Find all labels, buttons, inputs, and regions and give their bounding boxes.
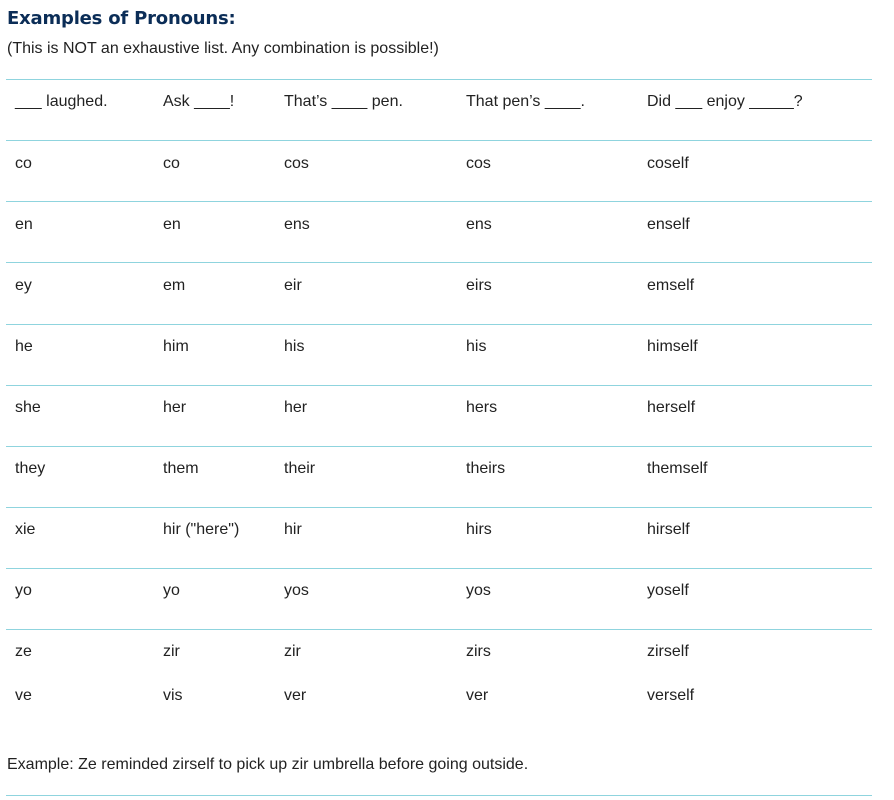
table-rule	[6, 629, 872, 630]
table-cell: his	[284, 338, 305, 355]
table-rule	[6, 507, 872, 508]
table-cell: yoself	[647, 582, 689, 599]
table-cell: they	[15, 460, 46, 477]
table-cell: en	[15, 216, 33, 233]
table-cell: her	[284, 399, 308, 416]
table-cell: eir	[284, 277, 302, 294]
table-cell: ey	[15, 277, 32, 294]
table-cell: themself	[647, 460, 708, 477]
example-sentence: Example: Ze reminded zirself to pick up zir umbrella before going outside.	[7, 756, 529, 773]
table-cell: hers	[466, 399, 498, 416]
table-cell: zir	[163, 643, 180, 660]
table-rule	[6, 140, 872, 141]
table-cell: yos	[466, 582, 491, 599]
table-cell: theirs	[466, 460, 506, 477]
table-cell: eirs	[466, 277, 492, 294]
table-cell: cos	[466, 155, 491, 172]
table-cell: ens	[284, 216, 310, 233]
table-rule	[6, 385, 872, 386]
table-cell: hir ("here")	[163, 521, 240, 538]
table-cell: himself	[647, 338, 698, 355]
table-cell: her	[163, 399, 187, 416]
bottom-divider	[6, 795, 872, 796]
table-rule	[6, 201, 872, 202]
table-cell: zirs	[466, 643, 491, 660]
table-cell: hirself	[647, 521, 690, 538]
table-cell: their	[284, 460, 316, 477]
table-cell: yo	[15, 582, 32, 599]
intro-note: (This is NOT an exhaustive list. Any combination is possible!)	[7, 40, 439, 57]
table-cell: him	[163, 338, 189, 355]
column-header: Did ___ enjoy _____?	[647, 93, 803, 110]
table-cell: ver	[466, 687, 489, 704]
table-cell: hir	[284, 521, 302, 538]
column-header: That’s ____ pen.	[284, 93, 403, 110]
table-cell: verself	[647, 687, 695, 704]
table-cell: his	[466, 338, 487, 355]
table-cell: em	[163, 277, 186, 294]
table-rule	[6, 568, 872, 569]
table-rule	[6, 262, 872, 263]
table-cell: co	[15, 155, 32, 172]
table-cell: them	[163, 460, 199, 477]
table-cell: xie	[15, 521, 36, 538]
table-cell: vis	[163, 687, 183, 704]
table-cell: herself	[647, 399, 696, 416]
table-cell: hirs	[466, 521, 492, 538]
table-cell: co	[163, 155, 180, 172]
table-cell: zirself	[647, 643, 689, 660]
table-cell: ens	[466, 216, 492, 233]
table-cell: yos	[284, 582, 309, 599]
table-rule	[6, 446, 872, 447]
table-cell: en	[163, 216, 181, 233]
table-cell: ver	[284, 687, 307, 704]
table-cell: yo	[163, 582, 180, 599]
table-cell: zir	[284, 643, 301, 660]
table-cell: emself	[647, 277, 695, 294]
table-cell: ze	[15, 643, 32, 660]
table-cell: enself	[647, 216, 690, 233]
table-cell: coself	[647, 155, 689, 172]
table-cell: he	[15, 338, 33, 355]
table-rule	[6, 324, 872, 325]
column-header: That pen’s ____.	[466, 93, 585, 110]
page-heading: Examples of Pronouns:	[7, 8, 236, 29]
table-rule	[6, 79, 872, 80]
column-header: Ask ____!	[163, 93, 235, 110]
column-header: ___ laughed.	[15, 93, 108, 110]
table-cell: cos	[284, 155, 309, 172]
table-cell: ve	[15, 687, 32, 704]
table-cell: she	[15, 399, 41, 416]
